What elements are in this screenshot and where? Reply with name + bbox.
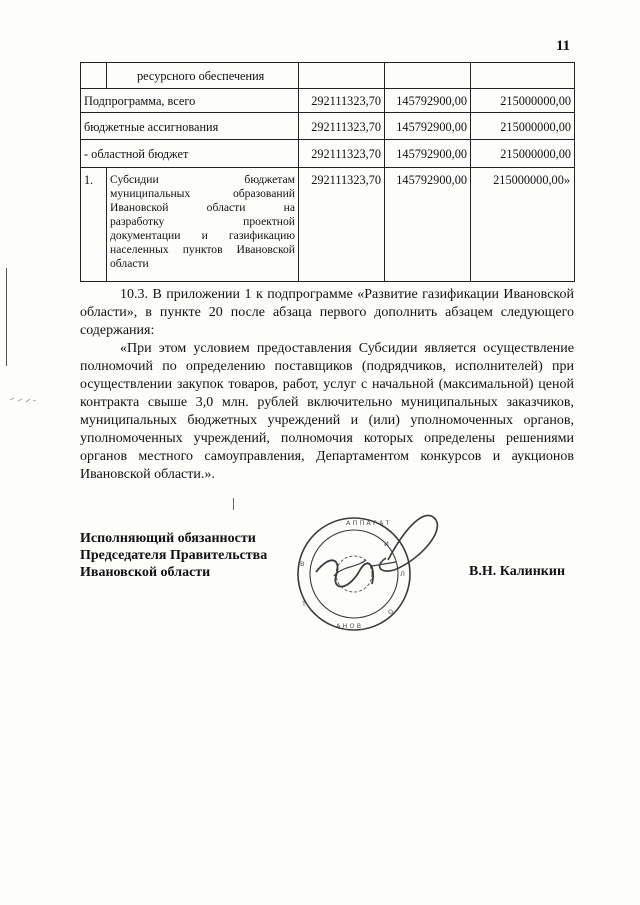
table-cell	[299, 63, 385, 89]
desc-line: населенных пунктов Ивановской	[110, 243, 295, 256]
paragraph-amendment	[80, 286, 574, 340]
desc-line: Ивановской области на	[110, 201, 295, 214]
svg-text:Л: Л	[400, 570, 405, 578]
desc-line: муниципальных образований	[110, 187, 295, 200]
table-cell-value: 292111323,70	[299, 89, 385, 113]
table-cell: ресурсного обеспечения	[107, 63, 299, 89]
table-row	[81, 63, 575, 89]
desc-line: разработку проектной	[110, 215, 295, 228]
table-cell-value: 145792900,00	[385, 140, 471, 168]
table-cell-value: 215000000,00»	[471, 168, 575, 282]
table-cell-value: 292111323,70	[299, 168, 385, 282]
desc-line: области	[110, 257, 149, 270]
svg-text:А Н О В: А Н О В	[336, 622, 362, 630]
table-cell-value: 215000000,00	[471, 89, 575, 113]
table-cell-value: 292111323,70	[299, 140, 385, 168]
table-cell-value: 215000000,00	[471, 113, 575, 140]
table-cell-label: Подпрограмма, всего	[81, 89, 299, 113]
svg-text:В: В	[300, 560, 305, 568]
table-cell-value: 145792900,00	[385, 168, 471, 282]
table-cell-value: 292111323,70	[299, 113, 385, 140]
table-cell-label: бюджетные ассигнования	[81, 113, 299, 140]
svg-text:И: И	[384, 540, 389, 548]
paragraph-text: «При этом условием предоставления Субсидии является осуществление полномочий по определению поставщиков (подрядчиков, исполнителей) при осуществлении закупок товаров, работ, услуг с начальной (максимальной) ценой контракта свыше 3,0 млн. рублей включительно муниципальных заказчиков, муниципальных бюджетных учреждений и (или) уполномоченных органов, уполномоченных учреждений, полномочия которых определены решениями органов местного самоуправления, Департаментом конкурсов и аукционов Ивановской области.».	[80, 341, 574, 482]
table-cell	[385, 63, 471, 89]
table-row	[81, 168, 575, 282]
svg-text:О: О	[388, 608, 394, 616]
desc-line: документации и газификацию	[110, 229, 295, 242]
table-cell-label: - областной бюджет	[81, 140, 299, 168]
svg-text:Т: Т	[302, 600, 306, 608]
table-cell	[81, 63, 107, 89]
table-row	[81, 140, 575, 168]
signer-position	[80, 530, 267, 581]
table-row	[81, 113, 575, 140]
desc-line: Субсидии бюджетам	[110, 173, 295, 186]
svg-text:А П П А Р А Т: А П П А Р А Т	[346, 519, 390, 527]
official-stamp-icon	[276, 496, 446, 646]
signer-position-line: Председателя Правительства	[80, 548, 268, 563]
table-cell-value: 145792900,00	[385, 89, 471, 113]
table-cell-value: 145792900,00	[385, 113, 471, 140]
signer-position-line: Ивановской области	[80, 565, 211, 580]
table-cell-num: 1.	[81, 168, 107, 282]
signer-name: В.Н. Калинкин	[469, 564, 566, 579]
table-cell-description	[107, 168, 299, 282]
table-row	[81, 89, 575, 113]
page-number: 11	[556, 38, 571, 54]
margin-line	[6, 268, 7, 366]
table-cell	[471, 63, 575, 89]
budget-table	[80, 62, 575, 282]
paragraph-insert	[80, 340, 574, 484]
table-cell-value: 215000000,00	[471, 140, 575, 168]
signer-position-line: Исполняющий обязанности	[80, 531, 256, 546]
margin-mark-icon	[8, 394, 38, 406]
paragraph-text: 10.3. В приложении 1 к подпрограмме «Развитие газификации Ивановской области», в пункте 20 после абзаца первого дополнить абзацем следующего содержания:	[80, 287, 574, 338]
divider	[233, 498, 234, 510]
